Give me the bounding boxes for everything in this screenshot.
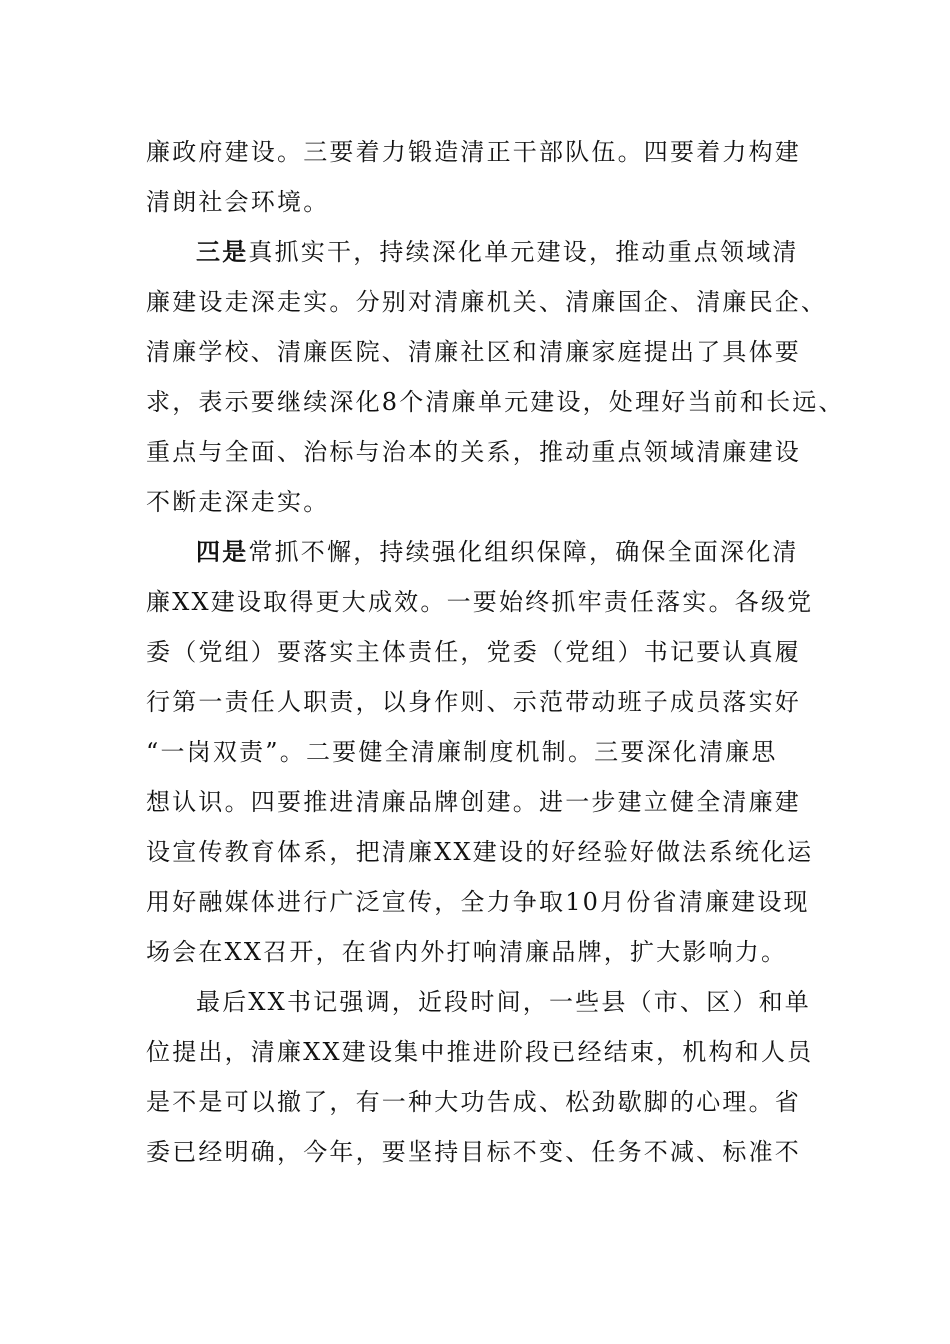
lead-label-fourth: 四是 — [196, 538, 249, 566]
text-line: 委（党组）要落实主体责任，党委（党组）书记要认真履 — [146, 638, 801, 666]
text-line: “一岗双责”。二要健全清廉制度机制。三要深化清廉思 — [146, 738, 778, 766]
text-line: 行第一责任人职责，以身作则、示范带动班子成员落实好 — [146, 688, 801, 716]
text-line: 用好融媒体进行广泛宣传，全力争取10月份省清廉建设现 — [146, 888, 810, 916]
text-line: 真抓实干，持续深化单元建设，推动重点领域清 — [248, 238, 799, 266]
text-line: 清朗社会环境。 — [146, 188, 330, 216]
paragraph-third-first-line — [196, 237, 799, 267]
text-line: 重点与全面、治标与治本的关系，推动重点领域清廉建设 — [146, 438, 801, 466]
text-line: 常抓不懈，持续强化组织保障，确保全面深化清 — [248, 538, 799, 566]
text-line: 最后XX书记强调，近段时间，一些县（市、区）和单 — [196, 988, 811, 1016]
text-line: 想认识。四要推进清廉品牌创建。进一步建立健全清廉建 — [146, 788, 801, 816]
text-line: 委已经明确，今年，要坚持目标不变、任务不减、标准不 — [146, 1138, 801, 1166]
text-line: 廉政府建设。三要着力锻造清正干部队伍。四要着力构建 — [146, 138, 801, 166]
text-line: 位提出，清廉XX建设集中推进阶段已经结束，机构和人员 — [146, 1038, 814, 1066]
text-line: 是不是可以撤了，有一种大功告成、松劲歇脚的心理。省 — [146, 1088, 801, 1116]
lead-label-third: 三是 — [196, 238, 249, 266]
paragraph-fourth-first-line — [196, 537, 799, 567]
text-line: 清廉学校、清廉医院、清廉社区和清廉家庭提出了具体要 — [146, 338, 801, 366]
text-line: 设宣传教育体系，把清廉XX建设的好经验好做法系统化运 — [146, 838, 814, 866]
text-line: 不断走深走实。 — [146, 488, 330, 516]
text-line: 廉XX建设取得更大成效。一要始终抓牢责任落实。各级党 — [146, 588, 814, 616]
text-line: 廉建设走深走实。分别对清廉机关、清廉国企、清廉民企、 — [146, 288, 828, 316]
text-line: 场会在XX召开，在省内外打响清廉品牌，扩大影响力。 — [146, 938, 788, 966]
text-line: 求，表示要继续深化8个清廉单元建设，处理好当前和长远、 — [146, 388, 845, 416]
